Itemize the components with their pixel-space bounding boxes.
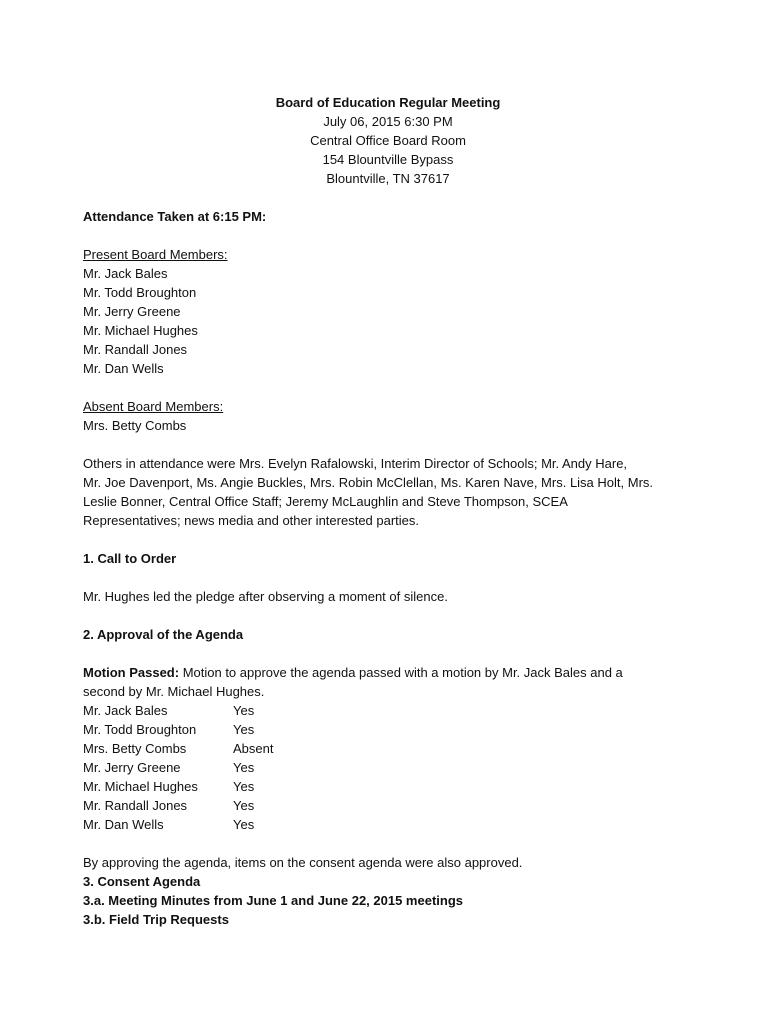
motion-text: Motion to approve the agenda passed with a motion by Mr. Jack Bales and a: [179, 665, 623, 680]
vote-row: [83, 701, 693, 720]
present-member: Mr. Jerry Greene: [83, 304, 181, 319]
present-members-list: [83, 264, 693, 378]
consent-item-minutes: 3.a. Meeting Minutes from June 1 and June 22, 2015 meetings: [83, 893, 464, 908]
vote-value: Yes: [233, 817, 255, 832]
vote-value: Yes: [233, 722, 255, 737]
meeting-date-time: July 06, 2015 6:30 PM: [323, 114, 453, 129]
motion-label: Motion Passed:: [83, 665, 180, 680]
present-member: Mr. Todd Broughton: [83, 285, 197, 300]
present-member: Mr. Dan Wells: [83, 361, 164, 376]
voter-name: Mr. Dan Wells: [83, 817, 164, 832]
voter-name: Mr. Randall Jones: [83, 798, 188, 813]
others-line: Others in attendance were Mrs. Evelyn Rafalowski, Interim Director of Schools; Mr. Andy Hare,: [83, 456, 628, 471]
motion-line: [83, 663, 693, 682]
voter-name: Mr. Jack Bales: [83, 703, 168, 718]
vote-row: [83, 815, 693, 834]
others-in-attendance: [83, 454, 693, 530]
voter-name: Mr. Jerry Greene: [83, 760, 181, 775]
vote-row: [83, 796, 693, 815]
vote-row: [83, 777, 693, 796]
voter-name: Mr. Todd Broughton: [83, 722, 197, 737]
vote-table: [83, 701, 693, 834]
voter-name: Mr. Michael Hughes: [83, 779, 198, 794]
present-members-heading: Present Board Members:: [83, 247, 228, 262]
consent-agenda-heading: 3. Consent Agenda: [83, 874, 201, 889]
document-header: [83, 93, 693, 188]
vote-value: Absent: [233, 741, 274, 756]
absent-member: Mrs. Betty Combs: [83, 418, 187, 433]
document-title: Board of Education Regular Meeting: [275, 95, 501, 110]
consent-item-field-trips: 3.b. Field Trip Requests: [83, 912, 229, 927]
vote-row: [83, 758, 693, 777]
others-line: Leslie Bonner, Central Office Staff; Jeremy McLaughlin and Steve Thompson, SCEA: [83, 494, 568, 509]
meeting-minutes-page: [83, 93, 693, 929]
vote-value: Yes: [233, 779, 255, 794]
approval-agenda-heading: 2. Approval of the Agenda: [83, 627, 244, 642]
vote-value: Yes: [233, 703, 255, 718]
present-member: Mr. Michael Hughes: [83, 323, 198, 338]
present-member: Mr. Randall Jones: [83, 342, 188, 357]
vote-row: [83, 739, 693, 758]
absent-members-heading: Absent Board Members:: [83, 399, 224, 414]
voter-name: Mrs. Betty Combs: [83, 741, 187, 756]
meeting-location: Central Office Board Room: [310, 133, 466, 148]
meeting-city: Blountville, TN 37617: [326, 171, 450, 186]
present-member: Mr. Jack Bales: [83, 266, 168, 281]
consent-note: By approving the agenda, items on the consent agenda were also approved.: [83, 855, 523, 870]
others-line: Mr. Joe Davenport, Ms. Angie Buckles, Mrs. Robin McClellan, Ms. Karen Nave, Mrs. Lisa Holt, Mrs.: [83, 475, 654, 490]
motion-text-continued: second by Mr. Michael Hughes.: [83, 684, 265, 699]
others-line: Representatives; news media and other interested parties.: [83, 513, 420, 528]
attendance-heading: Attendance Taken at 6:15 PM:: [83, 209, 267, 224]
vote-value: Yes: [233, 798, 255, 813]
call-to-order-text: Mr. Hughes led the pledge after observing a moment of silence.: [83, 589, 448, 604]
vote-row: [83, 720, 693, 739]
vote-value: Yes: [233, 760, 255, 775]
call-to-order-heading: 1. Call to Order: [83, 551, 177, 566]
meeting-street: 154 Blountville Bypass: [322, 152, 454, 167]
